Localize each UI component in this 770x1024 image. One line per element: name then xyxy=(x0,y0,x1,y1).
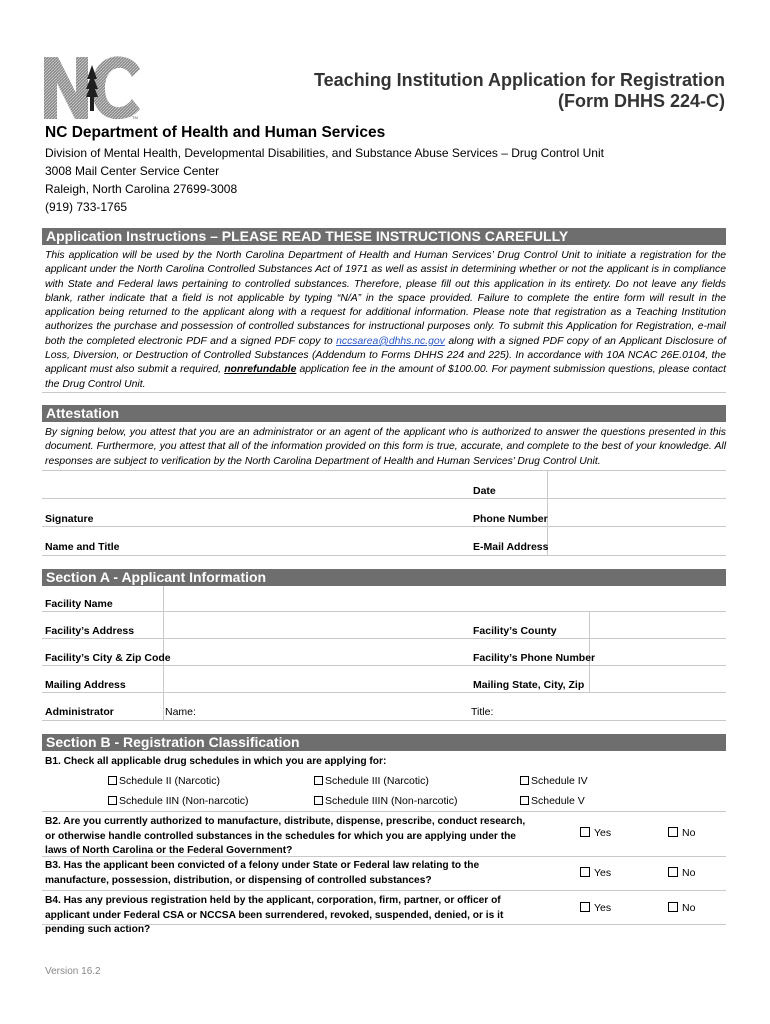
phone-field[interactable] xyxy=(548,499,726,526)
mailing-address-label: Mailing Address xyxy=(45,679,126,691)
city-zip-label: Facility’s City & Zip Code xyxy=(45,652,171,664)
b4-question: B4. Has any previous registration held by the applicant, corporation, firm, partner, or officer of applicant under Federal CSA or NCCSA been surrendered, revoked, suspended, denied, or is it pending such action? xyxy=(45,895,504,935)
division-name: Division of Mental Health, Developmental Disabilities, and Substance Abuse Services – Drug Control Unit xyxy=(45,146,604,160)
nc-logo xyxy=(42,53,142,121)
section-a-heading: Section A - Applicant Information xyxy=(42,569,726,586)
schedule-iv-checkbox[interactable]: Schedule IV xyxy=(520,775,588,787)
attestation-text: By signing below, you attest that you are an administrator or an agent of the applicant who is authorized to answer the questions presented in this document. Furthermore, you attest that all of the information provided on this form is true, accurate, and complete to the best of your knowledge. All responses are subject to verification by the North Carolina Department of Health and Human Services’ Drug Control Unit. xyxy=(45,427,726,467)
schedule-ii-checkbox[interactable]: Schedule II (Narcotic) xyxy=(108,775,220,787)
b2-question: B2. Are you currently authorized to manufacture, distribute, dispense, prescribe, conduct research, or otherwise handle controlled substances in the schedules for which you are applying under the laws of North Carolina or the Federal Government? xyxy=(45,816,526,856)
version-label: Version 16.2 xyxy=(45,966,101,977)
section-b-heading: Section B - Registration Classification xyxy=(42,734,726,751)
svg-text:TM: TM xyxy=(132,115,138,120)
facility-county-label: Facility’s County xyxy=(473,625,557,637)
facility-county-field[interactable] xyxy=(590,612,726,638)
facility-name-label: Facility Name xyxy=(45,598,113,610)
phone-number: (919) 733-1765 xyxy=(45,200,128,214)
b3-question: B3. Has the applicant been convicted of a felony under State or Federal law relating to the manufacture, possession, distribution, or dispensing of controlled substances? xyxy=(45,860,480,886)
email-field[interactable] xyxy=(548,527,726,554)
city-zip-field[interactable] xyxy=(164,639,464,665)
facility-name-field[interactable] xyxy=(164,587,726,611)
schedule-iii-checkbox[interactable]: Schedule III (Narcotic) xyxy=(314,775,429,787)
mailing-address-field[interactable] xyxy=(164,666,464,692)
date-field[interactable] xyxy=(548,471,726,498)
schedule-iin-checkbox[interactable]: Schedule IIN (Non-narcotic) xyxy=(108,795,249,807)
administrator-name-prompt: Name: xyxy=(165,706,196,718)
phone-label: Phone Number xyxy=(473,513,548,525)
schedule-v-checkbox[interactable]: Schedule V xyxy=(520,795,585,807)
administrator-label: Administrator xyxy=(45,706,114,718)
administrator-title-prompt: Title: xyxy=(471,706,494,718)
b3-no-checkbox[interactable]: No xyxy=(668,867,695,879)
facility-address-field[interactable] xyxy=(164,612,464,638)
form-title: Teaching Institution Application for Registration xyxy=(314,70,725,90)
facility-phone-field[interactable] xyxy=(590,639,726,665)
department-name: NC Department of Health and Human Services xyxy=(45,124,386,141)
facility-phone-label: Facility’s Phone Number xyxy=(473,652,596,664)
instructions-heading: Application Instructions – PLEASE READ THESE INSTRUCTIONS CAREFULLY xyxy=(42,228,726,245)
nonrefundable-emphasis: nonrefundable xyxy=(224,364,297,376)
address-line-1: 3008 Mail Center Service Center xyxy=(45,164,220,178)
schedule-iiin-checkbox[interactable]: Schedule IIIN (Non-narcotic) xyxy=(314,795,457,807)
mailing-state-field[interactable] xyxy=(590,666,726,692)
b3-yes-checkbox[interactable]: Yes xyxy=(580,867,611,879)
instructions-text: This application will be used by the North Carolina Department of Health and Human Services’ Drug Control Unit to initiate a registration for the applicant under the North Carolina Controlled Substances Act of 1971 as well as assist in determining whether or not the applicant is in compliance with State and Federal laws pertaining to controlled substances. Therefore, please fill out this application in its entirety. Do not leave any fields blank, rather indicate that a field is not applicable by typing “N/A” in the space provided. Failure to complete the entire form will result in the application being returned to the applicant along with a request for additional information. Please note that registration as a Teaching Institution authorizes the purchase and possession of controlled substances for instructional purposes only. To submit this Application for Registration, e-mail both the completed electronic PDF and a signed PDF copy to nccsarea@dhhs.nc.gov along with a signed PDF copy of an Applicant Disclosure of Loss, Diversion, or Destruction of Controlled Substances (Addendum to Forms DHHS 224 and 225). In accordance with 10A NCAC 26E.0104, the applicant must also submit a required, nonrefundable application fee in the amount of $100.00. For payment submission questions, please contact the Drug Control Unit. xyxy=(45,250,726,390)
email-link[interactable]: nccsarea@dhhs.nc.gov xyxy=(336,335,445,347)
b2-yes-checkbox[interactable]: Yes xyxy=(580,827,611,839)
administrator-name-field[interactable] xyxy=(200,693,460,719)
administrator-title-field[interactable] xyxy=(500,693,726,719)
attestation-heading: Attestation xyxy=(42,405,726,422)
mailing-state-label: Mailing State, City, Zip xyxy=(473,679,585,691)
b4-yes-checkbox[interactable]: Yes xyxy=(580,902,611,914)
name-title-field[interactable] xyxy=(120,527,465,554)
name-title-label: Name and Title xyxy=(45,541,120,553)
form-number: (Form DHHS 224-C) xyxy=(557,91,725,111)
b2-no-checkbox[interactable]: No xyxy=(668,827,695,839)
email-label: E-Mail Address xyxy=(473,541,549,553)
b4-no-checkbox[interactable]: No xyxy=(668,902,695,914)
signature-label: Signature xyxy=(45,513,94,525)
date-label: Date xyxy=(473,485,496,497)
facility-address-label: Facility’s Address xyxy=(45,625,135,637)
b1-question: B1. Check all applicable drug schedules in which you are applying for: xyxy=(45,756,387,767)
signature-field[interactable] xyxy=(120,499,465,526)
address-line-2: Raleigh, North Carolina 27699-3008 xyxy=(45,182,238,196)
